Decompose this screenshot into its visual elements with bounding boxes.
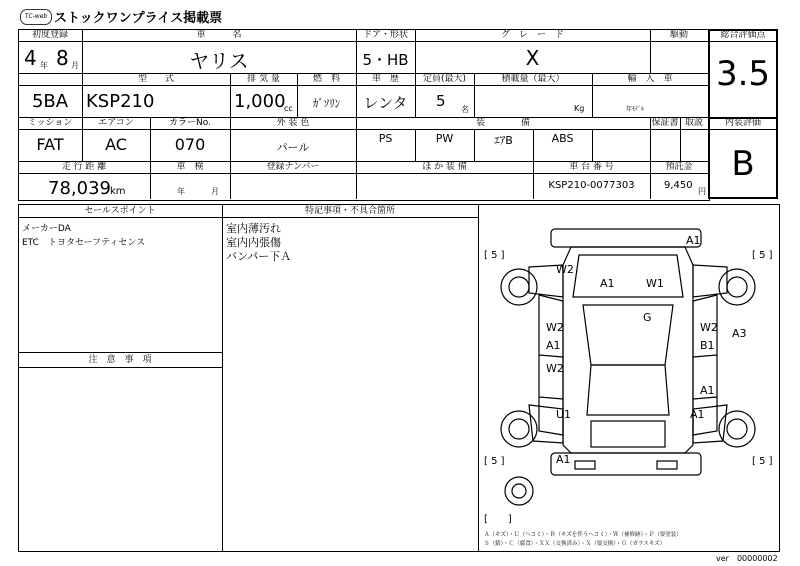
spare-mark: [ ] [484, 514, 512, 525]
first-reg-year: 4 [24, 46, 37, 70]
color-no-value: 070 [174, 135, 206, 154]
month-unit: 月 [71, 61, 79, 70]
door-label: ドア・形状 [363, 30, 408, 40]
overall-score: 3.5 [715, 54, 771, 94]
damage-front-bumper: A1 [686, 234, 701, 247]
car-name: ヤリス [189, 49, 249, 73]
page-title: ストックワンプライス掲載票 [54, 11, 223, 26]
damage-right-quarter: A1 [690, 408, 705, 421]
version: ver 00000002 [716, 554, 778, 563]
damage-hood-left: A1 [600, 277, 615, 290]
exterior-color-value: パール [276, 141, 310, 154]
mission-value: FAT [36, 135, 64, 154]
import-sub: 年ﾓﾃﾞﾙ [626, 106, 645, 113]
inspection-month: 月 [211, 187, 219, 196]
equipment-airbag: ｴｱB [494, 134, 513, 147]
deposit-value: 9,450 [664, 180, 693, 191]
fuel-label: 燃 料 [312, 74, 340, 84]
car-name-label: 車 名 [196, 30, 242, 40]
load-unit: Kg [574, 104, 585, 113]
manual-label: 取説 [684, 118, 703, 128]
mission-label: ミッション [27, 118, 73, 128]
car-damage-diagram [479, 205, 777, 550]
mileage-unit: km [110, 186, 126, 197]
warranty-label: 保証書 [651, 118, 679, 128]
capacity-unit: 名 [461, 105, 469, 114]
equipment-ps: PS [378, 132, 393, 145]
note-1: 室内薄汚れ [226, 222, 281, 235]
equipment-abs: ABS [551, 132, 574, 145]
damage-right-front-door-1: W2 [700, 321, 718, 334]
damage-left-fender: W2 [556, 263, 574, 276]
displacement-unit: cc [284, 104, 293, 113]
drive-label: 駆動 [669, 30, 688, 40]
rear-bumper [551, 453, 701, 475]
deposit-label: 預託金 [665, 162, 693, 172]
displacement-value: 1,000 [234, 91, 286, 112]
spare-tire [505, 477, 533, 505]
damage-hood-right: W1 [646, 277, 664, 290]
aircon-label: エアコン [98, 118, 134, 128]
model-prefix: 5BA [31, 91, 69, 112]
displacement-label: 排 気 量 [247, 74, 280, 84]
deposit-unit: 円 [698, 187, 706, 196]
damage-left-rear-door: W2 [546, 362, 564, 375]
damage-left-front-door-2: A1 [546, 339, 561, 352]
tire-mark-fr: [ 5 ] [752, 250, 773, 261]
interior-score: B [731, 144, 755, 184]
vin-label: 車 台 番 号 [569, 162, 614, 172]
import-label: 輸 入 車 [627, 74, 673, 84]
damage-left-quarter: U1 [556, 408, 572, 421]
sales-point-1: メーカーDA [22, 224, 71, 234]
note-3: バンパー下Ａ [226, 250, 292, 263]
damage-right-rear-door: A1 [700, 384, 715, 397]
caution-label: 注 意 事 項 [88, 355, 152, 365]
mileage-value: 78,039 [48, 178, 111, 199]
front-bumper [551, 229, 701, 247]
exterior-color-label: 外 装 色 [276, 118, 310, 128]
grade-value: X [525, 46, 540, 70]
note-2: 室内内張傷 [226, 236, 281, 249]
roof [583, 305, 673, 365]
damage-glass: G [643, 311, 652, 324]
notes-label: 特記事項・不具合箇所 [304, 206, 395, 216]
sales-points-label: セールスポイント [84, 206, 156, 216]
damage-left-front-door-1: W2 [546, 321, 564, 334]
aircon-value: AC [105, 135, 127, 154]
capacity-value: 5 [436, 92, 446, 110]
history-value: レンタ [363, 94, 408, 112]
history-label: 車 歴 [371, 74, 399, 84]
model-label: 型 式 [137, 74, 174, 84]
load-label: 積載量（最大） [501, 74, 565, 84]
mileage-label: 走 行 距 離 [61, 162, 107, 172]
first-reg-label: 初度登録 [31, 30, 68, 40]
tire-mark-fl: [ 5 ] [484, 250, 505, 261]
other-equipment-label: ほ か 装 備 [422, 162, 467, 172]
first-reg-month: 8 [56, 46, 69, 70]
inspection-year: 年 [177, 187, 185, 196]
equipment-label: 装 備 [475, 118, 530, 128]
damage-rear-bumper: A1 [556, 453, 571, 466]
sales-point-2: ETC トヨタセーフティセンス [22, 238, 146, 248]
logo: TC-web [20, 9, 52, 25]
tire-mark-rl: [ 5 ] [484, 456, 505, 467]
vin-value: KSP210-0077303 [548, 180, 635, 191]
damage-right-front-door-2: B1 [700, 339, 715, 352]
overall-score-label: 総合評価点 [720, 30, 766, 40]
damage-right-side: A3 [732, 327, 747, 340]
plate-label: 登録ナンバー [266, 162, 320, 172]
color-no-label: カラーNo. [169, 118, 211, 128]
tire-front-right [719, 269, 755, 305]
legend-line-2: Ｓ（錆）・Ｃ（腐食）・ＸＸ（交換済み）・Ｘ（要交換）・Ｇ（ガラスキズ） [484, 541, 666, 547]
year-unit: 年 [40, 61, 48, 70]
hood [573, 255, 683, 297]
interior-score-label: 内装評価 [724, 118, 761, 128]
model-value: KSP210 [86, 91, 155, 112]
fuel-value: ｶﾞｿﾘﾝ [312, 97, 341, 110]
inspection-label: 車 検 [176, 162, 204, 172]
equipment-pw: PW [435, 132, 454, 145]
tire-front-left [501, 269, 537, 305]
legend-line-1: Ａ（キズ）・Ｕ（ヘコミ）・Ｂ（キズを伴うヘコミ）・Ｗ（補修跡）・Ｐ（要塗装） [484, 532, 682, 538]
capacity-label: 定員(最大) [422, 74, 467, 84]
door-value: 5・HB [362, 51, 409, 69]
tire-mark-rr: [ 5 ] [752, 456, 773, 467]
body-outline [563, 247, 693, 453]
grade-label: グ レ ー ド [500, 30, 564, 40]
